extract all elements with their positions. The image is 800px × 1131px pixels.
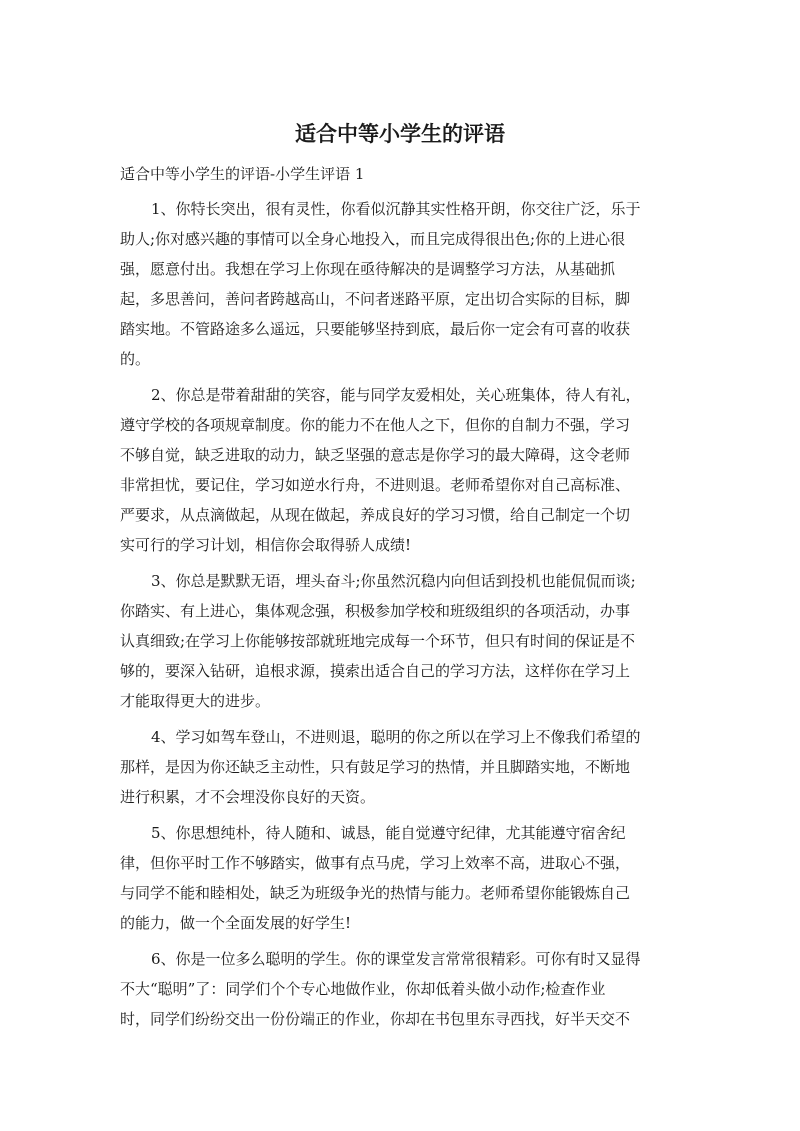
paragraph-line: 与同学不能和睦相处，缺乏为班级争光的热情与能力。老师希望你能锻炼自己 <box>120 884 631 902</box>
paragraph <box>120 944 686 1034</box>
paragraph-line: 踏实地。不管路途多么遥远，只要能够坚持到底，最后你一定会有可喜的收获 <box>120 320 631 338</box>
paragraph-line: 6、你是一位多么聪明的学生。你的课堂发言常常很精彩。可你有时又显得 <box>151 950 641 968</box>
paragraph-line: 认真细致;在学习上你能够按部就班地完成每一个环节，但只有时间的保证是不 <box>120 632 636 650</box>
paragraph-line: 不够自觉，缺乏进取的动力，缺乏坚强的意志是你学习的最大障碍，这令老师 <box>120 446 631 464</box>
paragraph-line: 的。 <box>120 350 151 368</box>
paragraph <box>120 194 686 374</box>
paragraph <box>120 818 686 938</box>
paragraph-line: 不大“聪明”了：同学们个个专心地做作业，你却低着头做小动作;检查作业 <box>120 980 606 998</box>
paragraph-line: 时，同学们纷纷交出一份份端正的作业，你却在书包里东寻西找，好半天交不 <box>120 1010 631 1028</box>
paragraph-line: 律，但你平时工作不够踏实，做事有点马虎，学习上效率不高，进取心不强， <box>120 854 631 872</box>
paragraph-line: 实可行的学习计划，相信你会取得骄人成绩! <box>120 536 412 554</box>
paragraph-line: 够的，要深入钻研，追根求源，摸索出适合自己的学习方法，这样你在学习上 <box>120 662 631 680</box>
paragraph-line: 强，愿意付出。我想在学习上你现在亟待解决的是调整学习方法，从基础抓 <box>120 260 616 278</box>
paragraph-line: 4、学习如驾车登山，不进则退，聪明的你之所以在学习上不像我们希望的 <box>151 728 641 746</box>
paragraph-line: 5、你思想纯朴，待人随和、诚恳，能自觉遵守纪律，尤其能遵守宿舍纪 <box>151 824 626 842</box>
paragraph-line: 你踏实、有上进心，集体观念强，积极参加学校和班级组织的各项活动，办事 <box>120 602 631 620</box>
paragraph <box>120 566 686 716</box>
paragraph-line: 3、你总是默默无语，埋头奋斗;你虽然沉稳内向但话到投机也能侃侃而谈; <box>151 572 636 590</box>
paragraph-line: 才能取得更大的进步。 <box>120 692 271 710</box>
paragraph-line: 非常担忧，要记住，学习如逆水行舟，不进则退。老师希望你对自己高标准、 <box>120 476 631 494</box>
paragraph-line: 严要求，从点滴做起，从现在做起，养成良好的学习习惯，给自己制定一个切 <box>120 506 631 524</box>
paragraph <box>120 380 686 560</box>
paragraph-line: 助人;你对感兴趣的事情可以全身心地投入，而且完成得很出色;你的上进心很 <box>120 230 626 248</box>
paragraph-line: 2、你总是带着甜甜的笑容，能与同学友爱相处，关心班集体，待人有礼， <box>151 386 641 404</box>
paragraph-line: 1、你特长突出，很有灵性，你看似沉静其实性格开朗，你交往广泛，乐于 <box>151 200 641 218</box>
document-body <box>120 194 686 1040</box>
paragraph-line: 的能力，做一个全面发展的好学生! <box>120 914 352 932</box>
paragraph-line: 起，多思善问，善问者跨越高山，不问者迷路平原，定出切合实际的目标，脚 <box>120 290 631 308</box>
document-subtitle: 适合中等小学生的评语-小学生评语 1 <box>120 165 365 183</box>
document-title: 适合中等小学生的评语 <box>295 122 505 146</box>
paragraph-line: 进行积累，才不会埋没你良好的天资。 <box>120 788 376 806</box>
paragraph-line: 遵守学校的各项规章制度。你的能力不在他人之下，但你的自制力不强，学习 <box>120 416 631 434</box>
paragraph <box>120 722 686 812</box>
paragraph-line: 那样，是因为你还缺乏主动性，只有鼓足学习的热情，并且脚踏实地，不断地 <box>120 758 631 776</box>
